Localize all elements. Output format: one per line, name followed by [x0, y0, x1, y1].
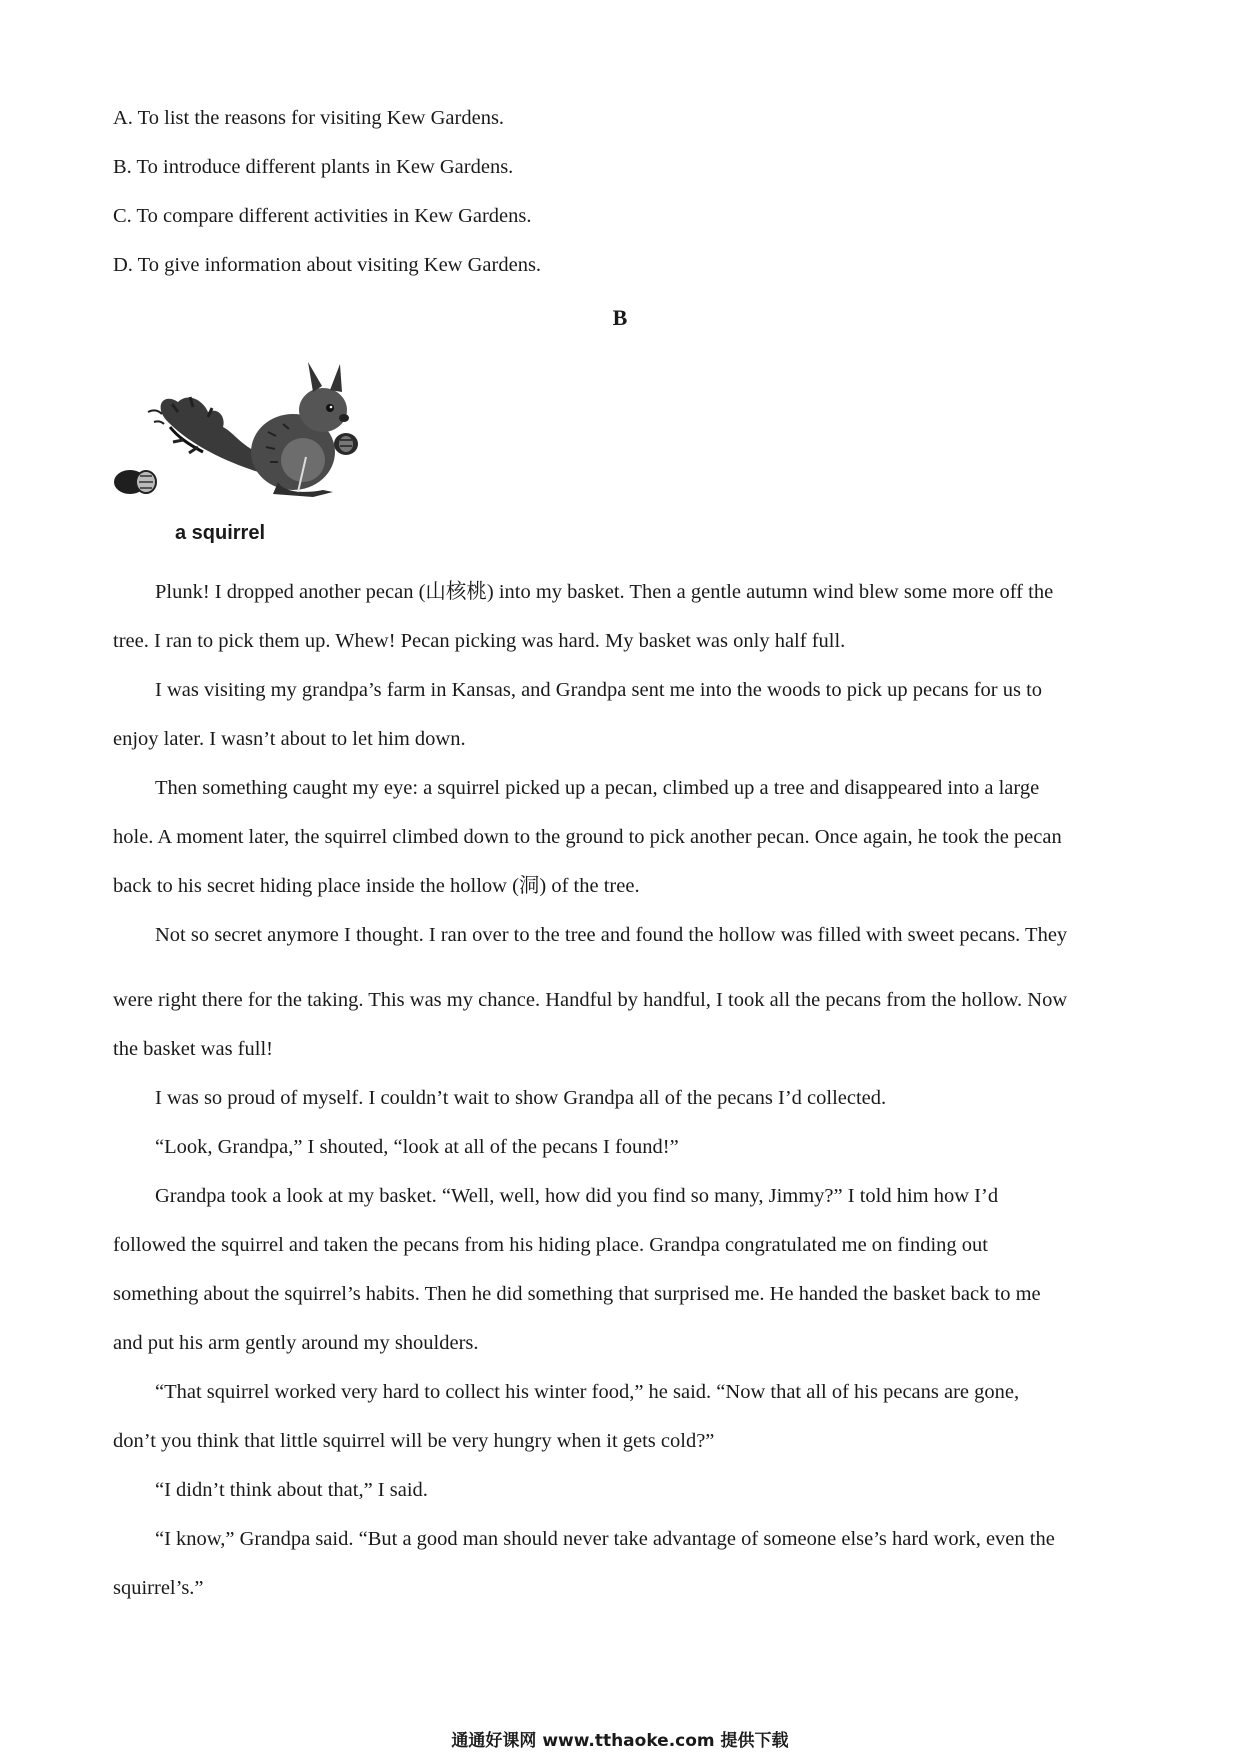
passage-line: Plunk! I dropped another pecan (山核桃) into my basket. Then a gentle autumn wind blew some more off the: [155, 581, 1054, 603]
passage-line: squirrel’s.”: [113, 1577, 204, 1599]
section-label: B: [612, 305, 628, 330]
passage-line: something about the squirrel’s habits. Then he did something that surprised me. He handed the basket back to me: [113, 1283, 1041, 1305]
passage-line: were right there for the taking. This was my chance. Handful by handful, I took all the pecans from the hollow. Now: [113, 989, 1068, 1011]
passage-line: “That squirrel worked very hard to collect his winter food,” he said. “Now that all of his pecans are gone,: [155, 1381, 1020, 1403]
passage-line: don’t you think that little squirrel will be very hungry when it gets cold?”: [113, 1430, 715, 1452]
passage-line: the basket was full!: [113, 1038, 273, 1060]
passage-line: back to his secret hiding place inside the hollow (洞) of the tree.: [113, 875, 640, 897]
passage-line: Grandpa took a look at my basket. “Well, well, how did you find so many, Jimmy?” I told him how I’d: [155, 1185, 999, 1207]
option-c: C. To compare different activities in Kew Gardens.: [113, 205, 532, 227]
page-footer: 通通好课网 www.tthaoke.com 提供下载: [451, 1731, 789, 1751]
passage-line: “I didn’t think about that,” I said.: [155, 1479, 428, 1501]
squirrel-illustration: [108, 352, 388, 522]
figure-caption: a squirrel: [174, 522, 266, 544]
passage-line: tree. I ran to pick them up. Whew! Pecan picking was hard. My basket was only half full.: [113, 630, 846, 652]
option-a: A. To list the reasons for visiting Kew Gardens.: [113, 107, 505, 129]
option-d: D. To give information about visiting Kew Gardens.: [113, 254, 542, 276]
option-b: B. To introduce different plants in Kew Gardens.: [113, 156, 514, 178]
passage-line: “I know,” Grandpa said. “But a good man should never take advantage of someone else’s hard work, even the: [155, 1528, 1055, 1550]
passage-line: “Look, Grandpa,” I shouted, “look at all of the pecans I found!”: [155, 1136, 679, 1158]
passage-line: followed the squirrel and taken the pecans from his hiding place. Grandpa congratulated me on finding out: [113, 1234, 988, 1256]
passage-line: enjoy later. I wasn’t about to let him down.: [113, 728, 466, 750]
passage-line: hole. A moment later, the squirrel climbed down to the ground to pick another pecan. Once again, he took the pecan: [113, 826, 1062, 848]
passage-line: Then something caught my eye: a squirrel picked up a pecan, climbed up a tree and disappeared into a large: [155, 777, 1040, 799]
passage-line: I was so proud of myself. I couldn’t wait to show Grandpa all of the pecans I’d collected.: [155, 1087, 887, 1109]
passage-line: and put his arm gently around my shoulders.: [113, 1332, 479, 1354]
passage-line: I was visiting my grandpa’s farm in Kansas, and Grandpa sent me into the woods to pick up pecans for us to: [155, 679, 1043, 701]
passage-line: Not so secret anymore I thought. I ran over to the tree and found the hollow was filled with sweet pecans. They: [155, 924, 1068, 946]
